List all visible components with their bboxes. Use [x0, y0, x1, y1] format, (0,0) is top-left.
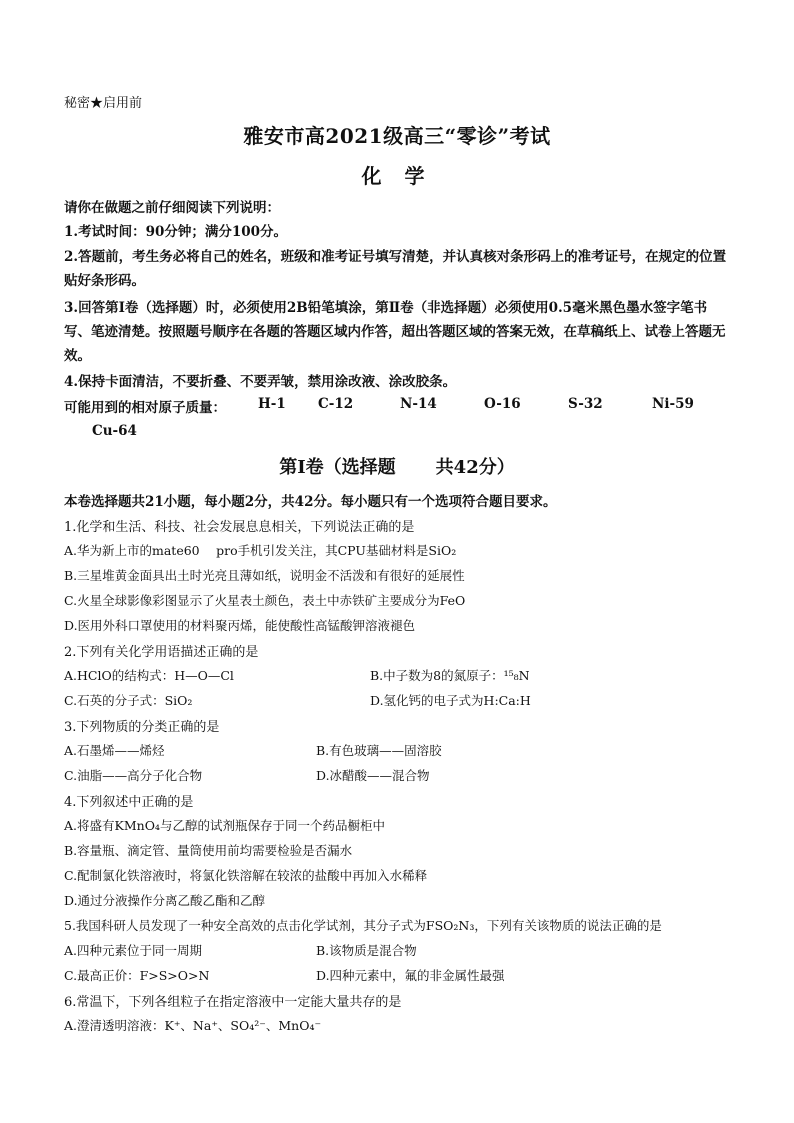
question-4-option-b: B.容量瓶、滴定管、量筒使用前均需要检验是否漏水: [64, 843, 353, 858]
section-title: 第Ⅰ卷（选择题: [279, 457, 396, 478]
question-2-option-b: B.中子数为8的氮原子：¹⁵₈N: [370, 668, 530, 683]
question-2-option-a: A.HClO的结构式：H—O—Cl: [64, 668, 234, 683]
mass-ni: Ni-59: [652, 396, 694, 412]
mass-cu: Cu-64: [92, 423, 137, 439]
instruction-1: 1.考试时间：90分钟；满分100分。: [64, 224, 288, 240]
atomic-masses-label: 可能用到的相对原子质量：: [64, 400, 226, 416]
section-heading: [0, 453, 794, 479]
question-3-option-d: D.冰醋酸——混合物: [316, 768, 430, 783]
question-5-option-b: B.该物质是混合物: [316, 943, 417, 958]
question-1-option-c: C.火星全球影像彩图显示了火星表土颜色，表土中赤铁矿主要成分为FeO: [64, 593, 466, 608]
question-1-option-b: B.三星堆黄金面具出土时光亮且薄如纸，说明金不活泼和有很好的延展性: [64, 568, 465, 583]
mass-c: C-12: [318, 396, 354, 412]
question-5-option-a: A.四种元素位于同一周期: [64, 943, 203, 958]
mass-o: O-16: [484, 396, 521, 412]
question-5-stem: 5.我国科研人员发现了一种安全高效的点击化学试剂，其分子式为FSO₂N₃，下列有关该物质的说法正确的是: [64, 918, 662, 933]
subject-title: 化 学: [361, 164, 433, 188]
question-4-option-a: A.将盛有KMnO₄与乙醇的试剂瓶保存于同一个药品橱柜中: [64, 818, 385, 833]
instruction-3: 3.回答第Ⅰ卷（选择题）时，必须使用2B铅笔填涂，第Ⅱ卷（非选择题）必须使用0.5毫米黑色墨水签字笔书写、笔迹清楚。按照题号顺序在各题的答题区域内作答，超出答题区域的答案无效，在草稿纸上、试卷上答题无效。: [64, 300, 726, 364]
question-6-option-a: A.澄清透明溶液：K⁺、Na⁺、SO₄²⁻、MnO₄⁻: [64, 1018, 322, 1033]
question-1-stem: 1.化学和生活、科技、社会发展息息相关，下列说法正确的是: [64, 520, 415, 535]
question-4-option-d: D.通过分液操作分离乙酸乙酯和乙醇: [64, 893, 266, 908]
question-3-stem: 3.下列物质的分类正确的是: [64, 720, 220, 735]
question-3-option-b: B.有色玻璃——固溶胶: [316, 743, 442, 758]
question-1-option-a: A.华为新上市的mate60 pro手机引发关注，其CPU基础材料是SiO₂: [64, 543, 457, 558]
question-6-stem: 6.常温下，下列各组粒子在指定溶液中一定能大量共存的是: [64, 995, 402, 1010]
mass-n: N-14: [400, 396, 437, 412]
section-score: 共42分）: [435, 457, 515, 478]
instruction-4: 4.保持卡面清洁，不要折叠、不要弄皱，禁用涂改液、涂改胶条。: [64, 374, 457, 390]
question-2-option-c: C.石英的分子式：SiO₂: [64, 693, 193, 708]
instruction-2: 2.答题前，考生务必将自己的姓名，班级和准考证号填写清楚，并认真核对条形码上的准考证号，在规定的位置贴好条形码。: [64, 249, 727, 289]
mass-h: H-1: [258, 396, 286, 412]
instructions-intro: 请你在做题之前仔细阅读下列说明：: [64, 200, 280, 216]
exam-title: 雅安市高2021级高三“零诊”考试: [243, 124, 551, 148]
confidential-mark: 秘密★启用前: [64, 96, 143, 111]
section-lead: 本卷选择题共21小题，每小题2分，共42分。每小题只有一个选项符合题目要求。: [64, 494, 557, 510]
question-2-option-d: D.氢化钙的电子式为H:Ca:H: [370, 693, 531, 708]
question-5-option-c: C.最高正价：F>S>O>N: [64, 968, 210, 983]
question-4-stem: 4.下列叙述中正确的是: [64, 795, 194, 810]
question-5-option-d: D.四种元素中，氟的非金属性最强: [316, 968, 505, 983]
question-4-option-c: C.配制氯化铁溶液时，将氯化铁溶解在较浓的盐酸中再加入水稀释: [64, 868, 428, 883]
question-3-option-a: A.石墨烯——烯烃: [64, 743, 165, 758]
question-3-option-c: C.油脂——高分子化合物: [64, 768, 203, 783]
mass-s: S-32: [568, 396, 603, 412]
question-1-option-d: D.医用外科口罩使用的材料聚丙烯，能使酸性高锰酸钾溶液褪色: [64, 618, 416, 633]
question-2-stem: 2.下列有关化学用语描述正确的是: [64, 645, 259, 660]
